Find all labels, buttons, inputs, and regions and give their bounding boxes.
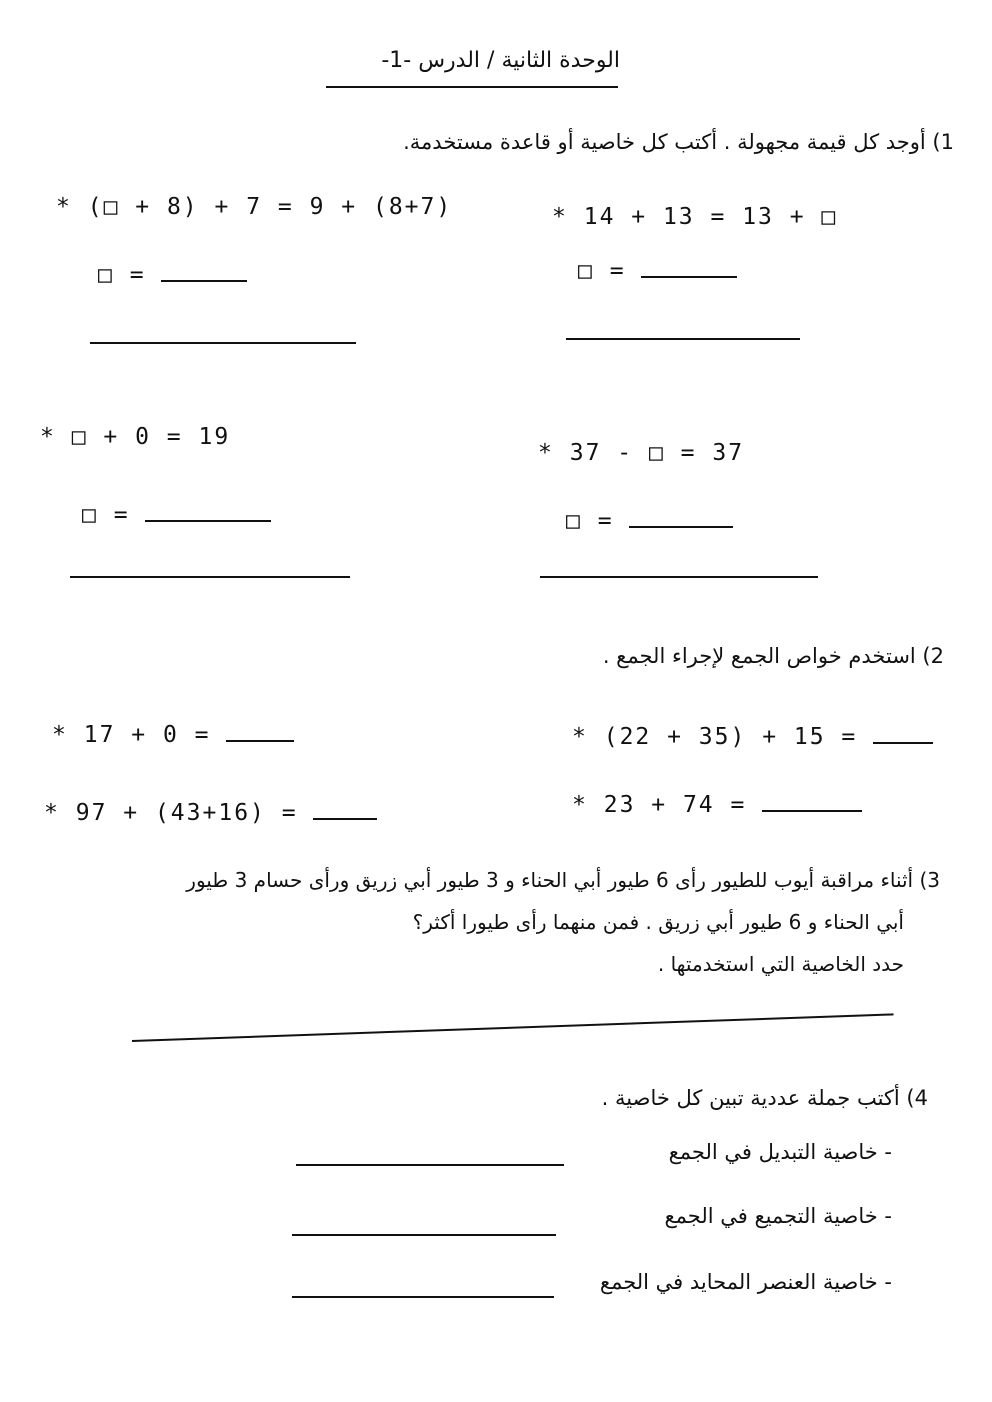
q1-item-3-answer-blank[interactable] [145, 520, 271, 522]
q1-item-3-equation: □ + 0 = 19 [71, 424, 231, 450]
q2-item-3-expression: 97 + (43+16) = [75, 800, 298, 826]
q2-item-1-star: * [52, 722, 68, 748]
q3-answer-line[interactable] [132, 1013, 894, 1042]
q4-item-1-answer-line[interactable] [296, 1164, 564, 1166]
q4-item-2-answer-line[interactable] [292, 1234, 556, 1236]
q2-item-2-answer-blank[interactable] [873, 742, 933, 744]
q2-item-1 [52, 722, 294, 748]
q2-item-3-answer-blank[interactable] [313, 818, 377, 820]
q1-item-4-answer-label: □ = [566, 508, 614, 534]
q1-item-1 [56, 194, 452, 220]
q1-item-1-equation: (□ + 8) + 7 = 9 + (8+7) [87, 194, 453, 220]
q4-item-3: - خاصية العنصر المحايد في الجمع [599, 1270, 892, 1294]
q1-item-1-answer [98, 262, 247, 288]
q2-item-1-expression: 17 + 0 = [83, 722, 211, 748]
q1-item-2-star: * [552, 204, 568, 230]
q1-item-2-property-line[interactable] [566, 338, 800, 340]
q2-instruction: 2) استخدم خواص الجمع لإجراء الجمع . [602, 644, 944, 668]
q1-item-2-answer-label: □ = [578, 258, 626, 284]
q1-item-3-property-line[interactable] [70, 576, 350, 578]
q1-item-3-answer-label: □ = [82, 502, 130, 528]
title-underline [326, 86, 618, 88]
q1-item-1-star: * [56, 194, 72, 220]
q2-item-3 [44, 800, 377, 826]
q2-item-2-star: * [572, 724, 588, 750]
q1-item-2-equation: 14 + 13 = 13 + □ [583, 204, 838, 230]
q1-item-2-answer [578, 258, 737, 284]
q1-item-2 [552, 204, 837, 230]
q2-item-2-expression: (22 + 35) + 15 = [603, 724, 858, 750]
q1-item-3-answer [82, 502, 271, 528]
q2-item-4 [572, 792, 862, 818]
q3-line-2: أبي الحناء و 6 طيور أبي زريق . فمن منهما رأى طيورا أكثر؟ [412, 910, 904, 934]
q4-item-3-answer-line[interactable] [292, 1296, 554, 1298]
q3-line-3: حدد الخاصية التي استخدمتها . [657, 952, 904, 976]
q1-item-3-star: * [40, 424, 56, 450]
q1-item-1-answer-label: □ = [98, 262, 146, 288]
q2-item-2 [572, 724, 933, 750]
q1-item-4-property-line[interactable] [540, 576, 818, 578]
q2-item-4-star: * [572, 792, 588, 818]
q4-item-2: - خاصية التجميع في الجمع [664, 1204, 892, 1228]
q2-item-1-answer-blank[interactable] [226, 740, 294, 742]
q1-item-2-answer-blank[interactable] [641, 276, 737, 278]
q1-instruction: 1) أوجد كل قيمة مجهولة . أكتب كل خاصية أو قاعدة مستخدمة. [403, 130, 954, 154]
q4-item-1: - خاصية التبديل في الجمع [668, 1140, 892, 1164]
q2-item-3-star: * [44, 800, 60, 826]
q1-item-4-star: * [538, 440, 554, 466]
q3-line-1: 3) أثناء مراقبة أيوب للطيور رأى 6 طيور أبي الحناء و 3 طيور أبي زريق ورأى حسام 3 طيور [186, 868, 940, 892]
q2-item-4-answer-blank[interactable] [762, 810, 862, 812]
q4-instruction: 4) أكتب جملة عددية تبين كل خاصية . [601, 1086, 928, 1110]
q1-item-4-equation: 37 - □ = 37 [569, 440, 745, 466]
q1-item-4-answer [566, 508, 733, 534]
q1-item-1-property-line[interactable] [90, 342, 356, 344]
q1-item-4-answer-blank[interactable] [629, 526, 733, 528]
q2-item-4-expression: 23 + 74 = [603, 792, 747, 818]
q1-item-4 [538, 440, 744, 466]
page-title: الوحدة الثانية / الدرس -1- [381, 48, 620, 73]
q1-item-1-answer-blank[interactable] [161, 280, 247, 282]
q1-item-3 [40, 424, 230, 450]
